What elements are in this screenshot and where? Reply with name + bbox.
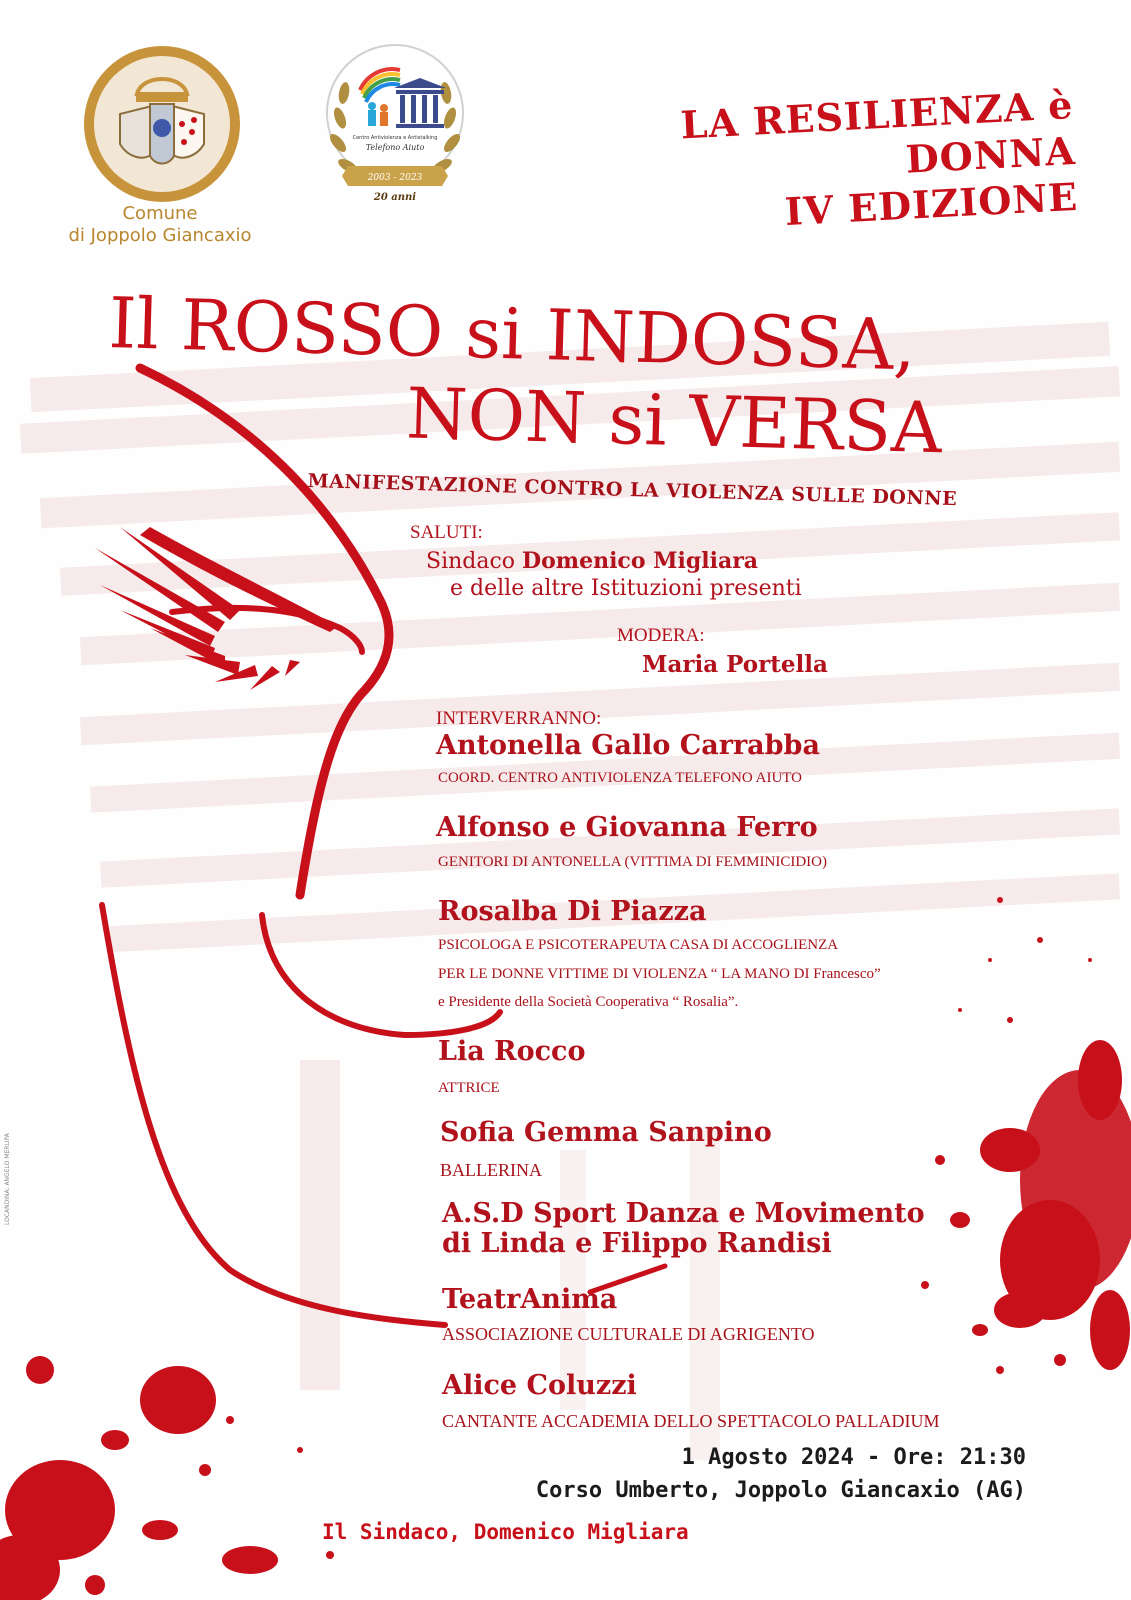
blood-splatter-right — [921, 897, 1131, 1374]
interverranno-label: INTERVERRANNO: — [436, 708, 602, 729]
speaker-role: CANTANTE ACCADEMIA DELLO SPETTACOLO PALLADIUM — [442, 1411, 940, 1431]
blood-splatter-left — [0, 1356, 334, 1600]
speaker-role: BALLERINA — [440, 1160, 542, 1180]
comune-label — [40, 203, 280, 247]
edition-line2: IV EDIZIONE — [783, 173, 1080, 235]
main-title-line1: Il ROSSO si INDOSSA, — [107, 282, 917, 387]
event-date-time: 1 Agosto 2024 - Ore: 21:30 — [681, 1445, 1026, 1470]
modera-name: Maria Portella — [642, 651, 828, 678]
saluti-line2: e delle altre Istituzioni presenti — [450, 576, 802, 601]
speaker-name: Rosalba Di Piazza — [438, 896, 707, 927]
mayor-signature: Il Sindaco, Domenico Migliara — [322, 1520, 689, 1544]
main-title-line2: NON si VERSA — [405, 372, 943, 470]
subtitle: MANIFESTAZIONE CONTRO LA VIOLENZA SULLE DONNE — [307, 470, 958, 511]
speaker-name: Sofia Gemma Sanpino — [440, 1117, 772, 1148]
speaker-name: TeatrAnima — [442, 1284, 618, 1315]
speaker-name: Antonella Gallo Carrabba — [436, 730, 820, 761]
edition-line1: LA RESILIENZA è DONNA — [679, 82, 1077, 182]
comune-coat-of-arms-logo — [82, 44, 242, 204]
centro-anniversary-text: 20 anni — [373, 192, 417, 203]
comune-label-line1: Comune — [122, 203, 198, 224]
speaker-role-line3: e Presidente della Società Cooperativa “ Rosalia”. — [438, 994, 739, 1010]
speaker-role: ATTRICE — [438, 1080, 500, 1096]
poster-credit: LOCANDINA: ANGELO MERLIPA — [4, 1133, 11, 1225]
speaker-name-line2: di Linda e Filippo Randisi — [442, 1228, 832, 1259]
modera-label: MODERA: — [617, 625, 705, 646]
centro-arc-text: Centro Antiviolenza e Antistalking — [352, 135, 438, 141]
speaker-name: Lia Rocco — [438, 1036, 586, 1067]
speaker-name: Alfonso e Giovanna Ferro — [436, 812, 818, 843]
saluti-label: SALUTI: — [410, 522, 483, 543]
edition-heading — [513, 82, 1079, 249]
saluti-sindaco-prefix: Sindaco — [426, 549, 523, 574]
telefono-aiuto-laurel-logo — [320, 38, 470, 208]
speaker-role: COORD. CENTRO ANTIVIOLENZA TELEFONO AIUTO — [438, 770, 803, 786]
centro-years-text: 2003 - 2023 — [367, 173, 423, 183]
saluti-sindaco-name: Domenico Migliara — [522, 548, 759, 574]
saluti-line1 — [426, 548, 758, 574]
event-place: Corso Umberto, Joppolo Giancaxio (AG) — [535, 1478, 1026, 1503]
speaker-role-line1: PSICOLOGA E PSICOTERAPEUTA CASA DI ACCOGLIENZA — [438, 937, 839, 953]
main-title — [105, 282, 1009, 471]
speaker-role: GENITORI DI ANTONELLA (VITTIMA DI FEMMINICIDIO) — [438, 854, 827, 870]
speaker-name: A.S.D Sport Danza e Movimento — [442, 1198, 925, 1229]
centro-name-text: Telefono Aiuto — [365, 143, 425, 152]
speaker-role-line2: PER LE DONNE VITTIME DI VIOLENZA “ LA MANO DI Francesco” — [438, 966, 881, 982]
speaker-name: Alice Coluzzi — [442, 1370, 637, 1401]
comune-label-line2: di Joppolo Giancaxio — [68, 225, 252, 246]
eyelash-icon — [95, 527, 338, 690]
speaker-role: ASSOCIAZIONE CULTURALE DI AGRIGENTO — [442, 1324, 815, 1344]
